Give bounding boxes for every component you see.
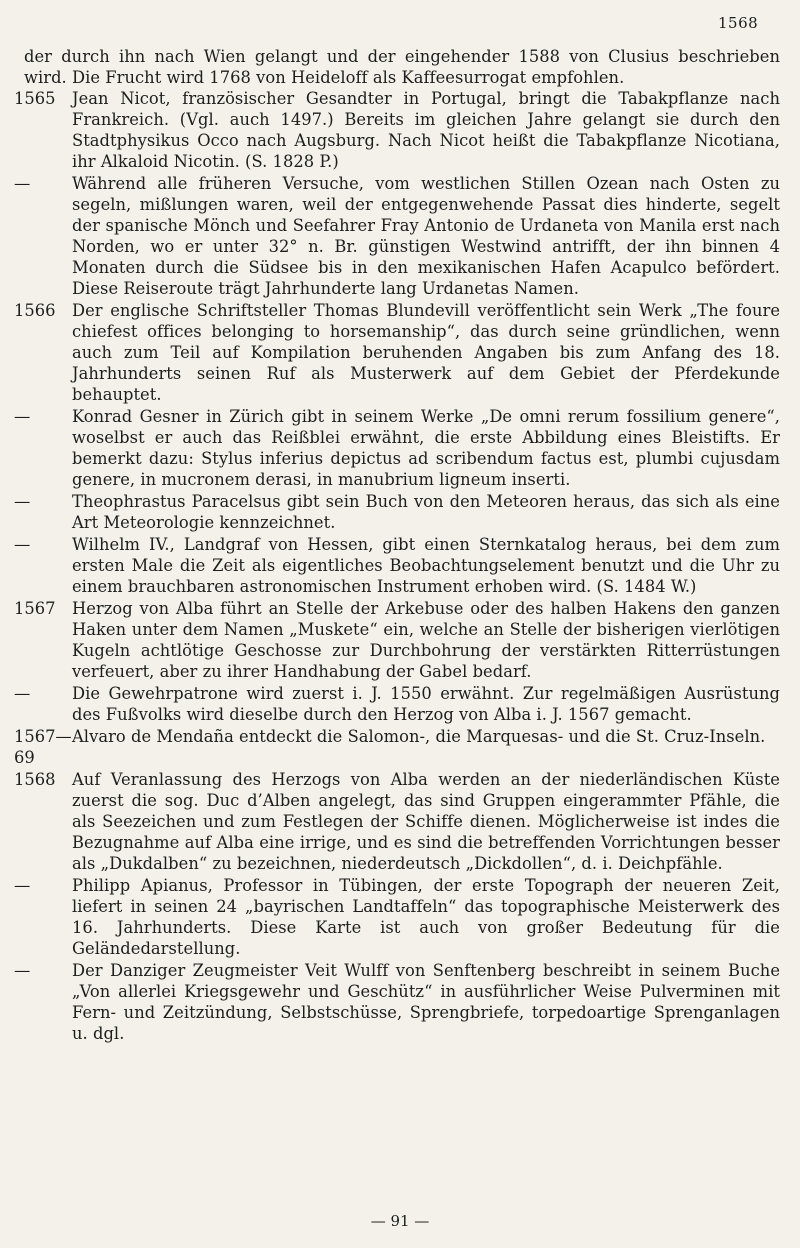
chronicle-body xyxy=(14,46,780,1045)
entry-text: Konrad Gesner in Zürich gibt in seinem Werke „De omni rerum fossilium genere“, woselbst er auch das Reißblei erwähnt, die erste Abbildung eines Bleistifts. Er bemerkt dazu: Stylus inferius depictus ad scribendum factus est, plumbi cujusdam genere, in mucronem derasi, in manubrium ligneum inserti. xyxy=(72,407,780,489)
entry-text: Die Gewehrpatrone wird zuerst i. J. 1550 erwähnt. Zur regelmäßigen Ausrüstung des Fußvolks wird dieselbe durch den Herzog von Alba i. J. 1567 gemacht. xyxy=(72,684,780,724)
chronicle-entry xyxy=(14,769,780,874)
chronicle-entry xyxy=(14,960,780,1044)
entry-text: Auf Veranlassung des Herzogs von Alba werden an der niederländischen Küste zuerst die sog. Duc d’Alben angelegt, das sind Gruppen eingerammter Pfähle, die als Seezeichen und zum Festlegen der Schiffe dienen. Möglicherweise ist indes die Bezugnahme auf Alba eine irrige, und es sind die betreffenden Vorrichtungen besser als „Dukdalben“ zu bezeichnen, niederdeutsch „Dickdollen“, d. i. Deichpfähle. xyxy=(72,770,780,873)
chronicle-entry xyxy=(14,88,780,172)
entry-text: Der Danziger Zeugmeister Veit Wulff von Senftenberg beschreibt in seinem Buche „Von allerlei Kriegsgewehr und Geschütz“ in ausführlicher Weise Pulverminen mit Fern- und Zeitzündung, Selbstschüsse, Sprengbriefe, torpedoartige Sprenganlagen u. dgl. xyxy=(72,961,780,1043)
entry-text: Herzog von Alba führt an Stelle der Arkebuse oder des halben Hakens den ganzen Haken unter dem Namen „Muskete“ ein, welche an Stelle der bisherigen vierlötigen Kugeln achtlötige Geschosse zur Durchbohrung der verstärkten Ritterrüstungen verfeuert, aber zu ihrer Handhabung der Gabel bedarf. xyxy=(72,599,780,681)
entry-text: Philipp Apianus, Professor in Tübingen, der erste Topograph der neueren Zeit, liefert in seinen 24 „bayrischen Landtaffeln“ das topographische Meisterwerk des 16. Jahrhunderts. Diese Karte ist auch von großer Bedeutung für die Geländedarstellung. xyxy=(72,876,780,958)
entry-year: 1565 xyxy=(14,89,56,108)
entry-year: — xyxy=(14,492,31,511)
entry-year: 1567—69 xyxy=(14,727,72,767)
chronicle-entry xyxy=(14,491,780,533)
chronicle-entry xyxy=(14,875,780,959)
chronicle-entry xyxy=(14,598,780,682)
entry-year: — xyxy=(14,407,31,426)
chronicle-entry xyxy=(14,300,780,405)
continuation-text: der durch ihn nach Wien gelangt und der eingehender 1588 von Clusius beschrieben wird. Die Frucht wird 1768 von Heideloff als Kaffeesurrogat empfohlen. xyxy=(24,47,780,87)
chronicle-entry xyxy=(14,534,780,597)
entry-text: Theophrastus Paracelsus gibt sein Buch von den Meteoren heraus, das sich als eine Art Meteorologie kennzeichnet. xyxy=(72,492,780,532)
page-header-year: 1568 xyxy=(718,14,759,32)
chronicle-entry xyxy=(14,173,780,299)
entry-year: — xyxy=(14,876,31,895)
entry-year: 1566 xyxy=(14,301,56,320)
entry-year: — xyxy=(14,174,31,193)
entry-list xyxy=(14,88,780,1044)
entry-text: Während alle früheren Versuche, vom westlichen Stillen Ozean nach Osten zu segeln, mißlungen waren, weil der entgegenwehende Passat dies hinderte, segelt der spanische Mönch und Seefahrer Fray Antonio de Urdaneta von Manila erst nach Norden, wo er unter 32° n. Br. günstigen Westwind antrifft, der ihn binnen 4 Monaten durch die Südsee bis in den mexikanischen Hafen Acapulco befördert. Diese Reiseroute trägt Jahrhunderte lang Urdanetas Namen. xyxy=(72,174,780,298)
continuation-paragraph xyxy=(24,46,780,88)
entry-text: Der englische Schriftsteller Thomas Blundevill veröffentlicht sein Werk „The foure chiefest offices belonging to horsemanship“, das durch seine gründlichen, wenn auch zum Teil auf Kompilation beruhenden Angaben bis zum Anfang des 18. Jahrhunderts seinen Ruf als Musterwerk auf dem Gebiet der Pferdekunde behauptet. xyxy=(72,301,780,404)
entry-text: Wilhelm IV., Landgraf von Hessen, gibt einen Sternkatalog heraus, bei dem zum ersten Male die Zeit als eigentliches Beobachtungselement benutzt und die Uhr zu einem brauchbaren astronomischen Instrument erhoben wird. (S. 1484 W.) xyxy=(72,535,780,596)
entry-text: Alvaro de Mendaña entdeckt die Salomon-, die Marquesas- und die St. Cruz-Inseln. xyxy=(72,727,766,746)
entry-text: Jean Nicot, französischer Gesandter in Portugal, bringt die Tabakpflanze nach Frankreich. (Vgl. auch 1497.) Bereits im gleichen Jahre gelangt sie durch den Stadtphysikus Occo nach Augsburg. Nach Nicot heißt die Tabakpflanze Nicotiana, ihr Alkaloid Nicotin. (S. 1828 P.) xyxy=(72,89,780,171)
entry-year: 1568 xyxy=(14,770,56,789)
entry-year: 1567 xyxy=(14,599,56,618)
chronicle-entry xyxy=(14,726,780,768)
entry-year: — xyxy=(14,961,31,980)
page-number: — 91 — xyxy=(370,1212,430,1230)
chronicle-entry xyxy=(14,683,780,725)
entry-year: — xyxy=(14,535,31,554)
chronicle-entry xyxy=(14,406,780,490)
entry-year: — xyxy=(14,684,31,703)
